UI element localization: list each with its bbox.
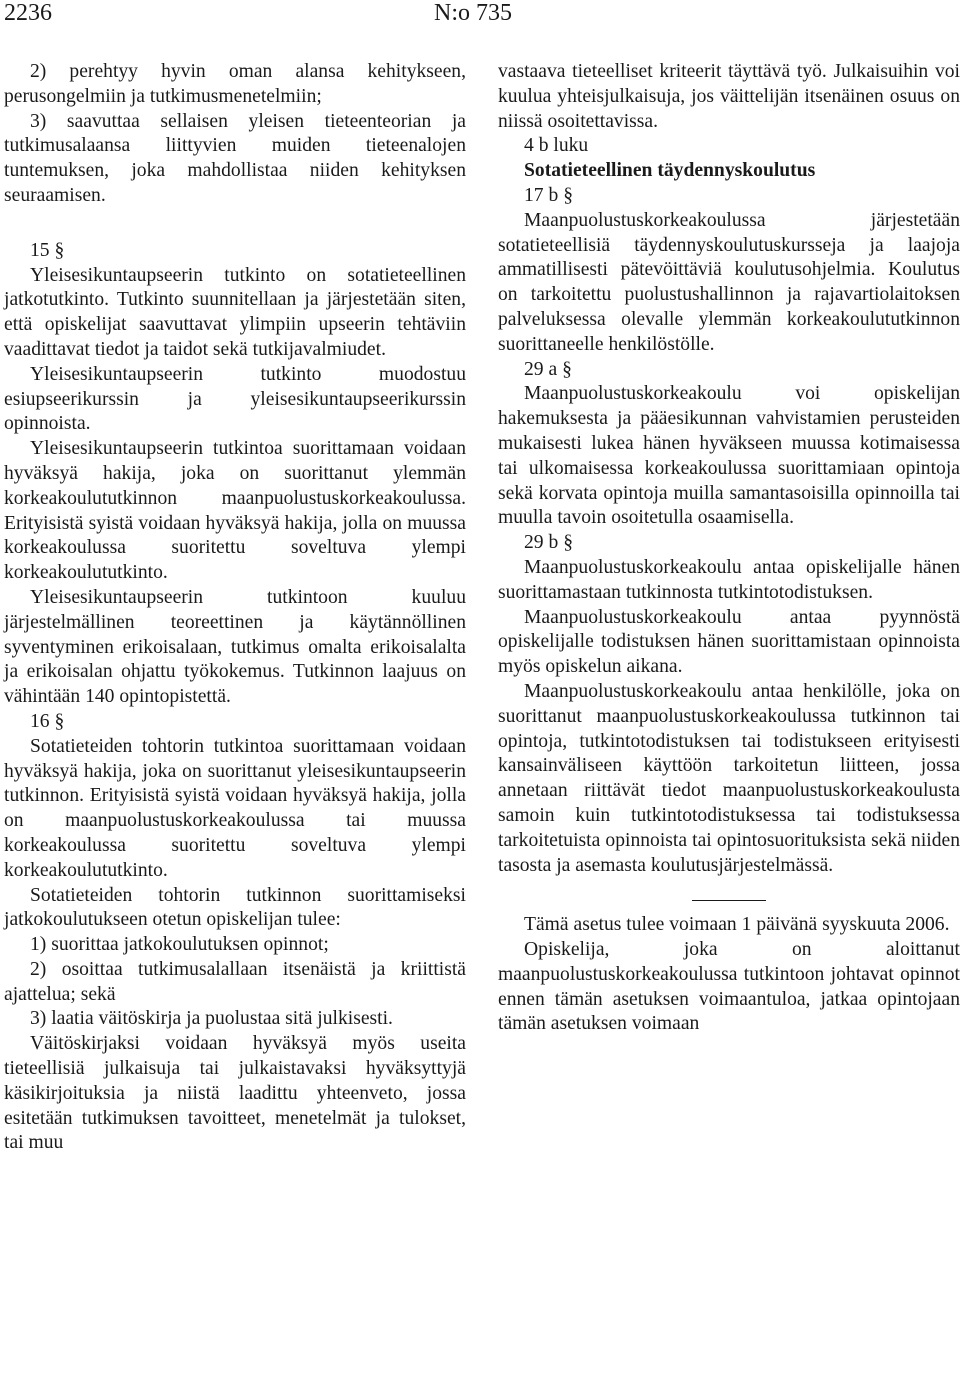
statute-number: N:o 735 [434, 0, 512, 26]
section-divider [692, 900, 766, 901]
list-item: 2) osoittaa tutkimusalallaan itsenäistä ja kriittistä ajattelua; sekä [4, 958, 466, 1005]
paragraph: vastaava tieteelliset kriteerit täyttävä työ. Julkaisuihin voi kuulua yhteisjulkaisuja, jos väittelijän itsenäinen osuus on niissä osoitettavissa. [498, 61, 960, 132]
paragraph: Yleisesikuntaupseerin tutkintoa suorittamaan voidaan hyväksyä hakija, joka on suorittanut ylemmän korkeakoulututkinnon maanpuolustuskorkeakoulussa. Erityisistä syistä voidaan hyväksyä hakija, jolla on muussa korkeakoulussa suoritettu soveltuva ylempi korkeakoulututkinto. [4, 438, 466, 584]
section-heading-16: 16 § [30, 710, 65, 732]
paragraph: Yleisesikuntaupseerin tutkinto on sotatieteellinen jatkotutkinto. Tutkinto suunnitellaan ja järjestetään siten, että opiskelijat saavuttavat ylimpiin upseerin tehtäviin vaadittavat tiedot ja taidot sekä tutkijavalmiudet. [4, 264, 466, 360]
list-item: 3) laatia väitöskirja ja puolustaa sitä julkisesti. [30, 1008, 393, 1030]
paragraph: 3) saavuttaa sellaisen yleisen tieteenteorian ja tutkimusalaansa liittyvien muiden tieteenalojen tuntemuksen, joka mahdollistaa niiden kehityksen seuraamisen. [4, 110, 466, 206]
paragraph: Väitöskirjaksi voidaan hyväksyä myös useita tieteellisiä julkaisuja tai julkaistavaksi hyväksyttyjä käsikirjoituksia ja niistä laadittu yhteenveto, jossa esitetään tutkimuksen tavoitteet, menetelmät ja tulokset, tai muu [4, 1033, 466, 1154]
section-heading-15: 15 § [30, 239, 65, 261]
section-heading-29a: 29 a § [524, 358, 572, 380]
paragraph: Yleisesikuntaupseerin tutkinto muodostuu esiupseerikurssin ja yleisesikuntaupseerikurssin opinnoista. [4, 363, 466, 435]
paragraph: Sotatieteiden tohtorin tutkintoa suorittamaan voidaan hyväksyä hakija, joka on suorittanut yleisesikuntaupseerin tutkinnon. Erityisistä syistä voidaan hyväksyä hakija, jolla on maanpuolustuskorkeakoulussa tai muussa korkeakoulussa suoritettu soveltuva ylempi korkeakoulututkinto. [4, 735, 466, 881]
paragraph: Maanpuolustuskorkeakoulu antaa opiskelijalle hänen suorittamastaan tutkinnosta tutkintotodistuksen. [498, 556, 960, 603]
paragraph: Sotatieteiden tohtorin tutkinnon suorittamiseksi jatkokoulutukseen otetun opiskelijan tulee: [4, 884, 466, 931]
paragraph: 2) perehtyy hyvin oman alansa kehitykseen, perusongelmiin ja tutkimusmenetelmiin; [4, 61, 466, 107]
paragraph: Opiskelija, joka on aloittanut maanpuolustuskorkeakoulussa tutkintoon johtavat opinnot ennen tämän asetuksen voimaantuloa, jatkaa opintojaan tämän asetuksen voimaan [498, 939, 960, 1035]
chapter-title: Sotatieteellinen täydennyskoulutus [524, 160, 816, 182]
page-header [0, 0, 960, 30]
paragraph: Maanpuolustuskorkeakoulu voi opiskelijan hakemuksesta ja pääesikunnan vahvistamien perusteiden mukaisesti lukea hänen hyväkseen muussa kotimaisessa tai ulkomaisessa korkeakoulussa suorittamiaan opintoja sekä korvata opintoja muilla samantasoisilla opinnoilla tai muulla tavoin osoitetulla osaamisella. [498, 383, 960, 529]
list-item: 1) suorittaa jatkokoulutuksen opinnot; [30, 934, 329, 956]
page-number: 2236 [4, 0, 52, 26]
paragraph: Maanpuolustuskorkeakoulussa järjestetään sotatieteellisiä täydennyskoulutuskursseja ja laajoja ammatillisesti pätevöittäviä koulutusohjelmia. Koulutus on tarkoitettu puolustushallinnon ja rajavartiolaitoksen palveluksessa olevalle ylemmän korkeakoulututkinnon suorittaneelle henkilöstölle. [498, 209, 960, 355]
paragraph: Yleisesikuntaupseerin tutkintoon kuuluu järjestelmällinen teoreettinen ja käytännöllinen syventyminen erikoisalaan, tutkimus omalta erikoisalalta ja erikoisalan ohjattu työkokemus. Tutkinnon laajuus on vähintään 140 opintopistettä. [4, 586, 466, 708]
paragraph: Maanpuolustuskorkeakoulu antaa pyynnöstä opiskelijalle todistuksen hänen suorittamistaan opinnoista myös opiskelun aikana. [498, 606, 960, 678]
paragraph: Tämä asetus tulee voimaan 1 päivänä syyskuuta 2006. [524, 914, 950, 936]
left-column [4, 60, 466, 1156]
right-column [498, 60, 960, 1037]
chapter-heading: 4 b luku [524, 135, 589, 157]
paragraph: Maanpuolustuskorkeakoulu antaa henkilölle, joka on suorittanut maanpuolustuskorkeakoulussa tutkinnon tai opintoja, tutkintotodistuksen tai todistukseen erityisesti kansainväliseen käyttöön tarkoitetun liitteen, jossa annetaan riittävät tiedot maanpuolustuskorkeakoulusta samoin kuin tutkintotodistuksessa tai todistuksessa tarkoitetuista opinnoista tai opintosuorituksista sekä niiden tasosta ja asemasta koulutusjärjestelmässä. [498, 680, 960, 876]
section-heading-17b: 17 b § [524, 184, 573, 206]
section-heading-29b: 29 b § [524, 532, 573, 554]
